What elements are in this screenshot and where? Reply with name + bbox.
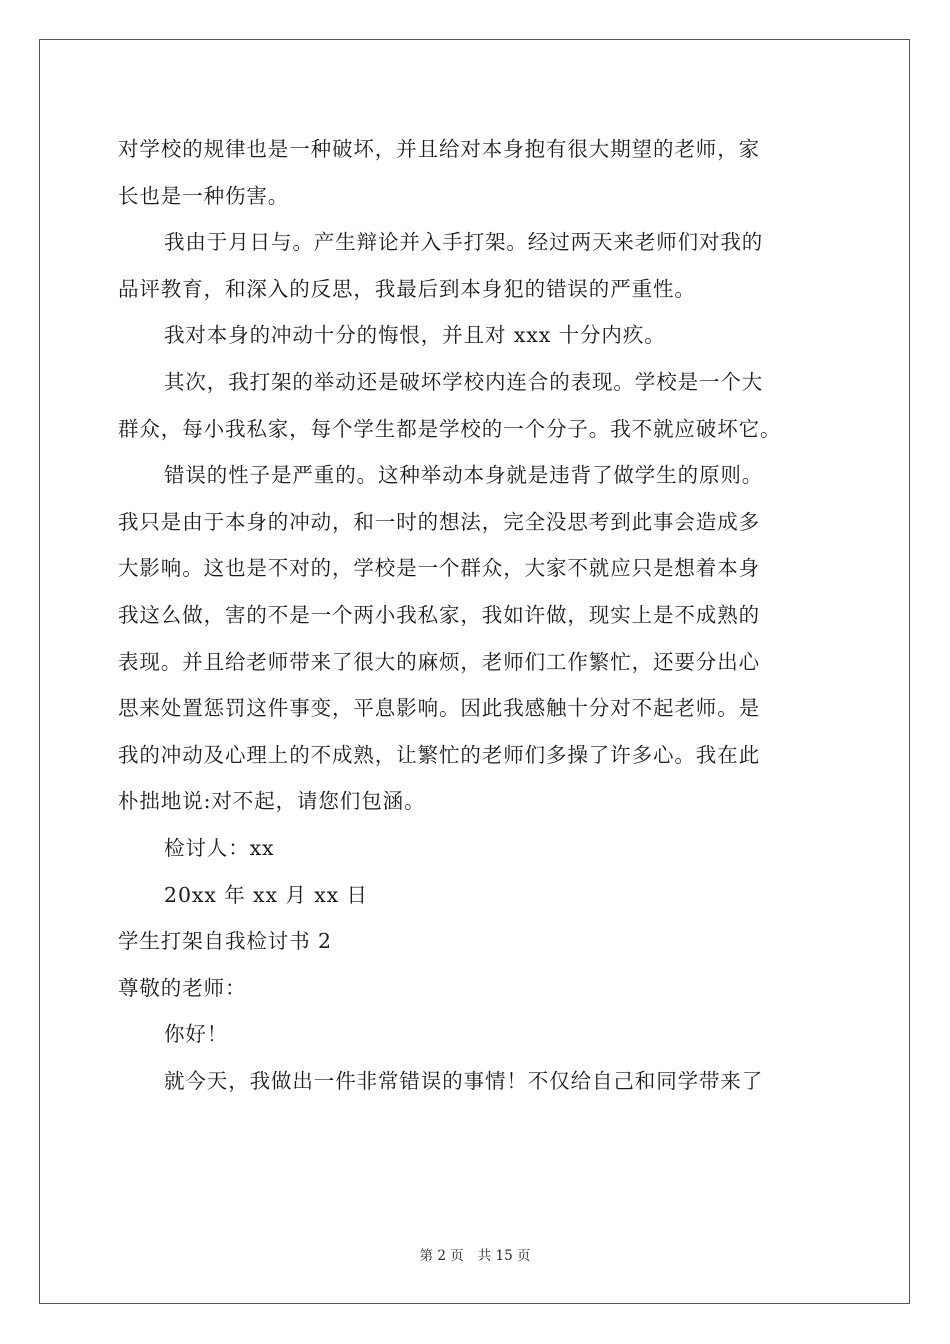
text-line: 长也是一种伤害。 <box>118 183 290 208</box>
text-line: 尊敬的老师： <box>118 975 247 1000</box>
text-line: 我这么做，害的不是一个两小我私家，我如许做，现实上是不成熟的 <box>118 602 760 627</box>
text-line: 就今天，我做出一件非常错误的事情！不仅给自己和同学带来了 <box>164 1068 764 1093</box>
text-line: 其次，我打架的举动还是破坏学校内连合的表现。学校是一个大 <box>164 369 764 394</box>
text-line: 对学校的规律也是一种破坏，并且给对本身抱有很大期望的老师，家 <box>118 137 760 161</box>
text-line: 我由于月日与。产生辩论并入手打架。经过两天来老师们对我的 <box>164 230 764 255</box>
text-line: 20xx 年 xx 月 xx 日 <box>164 882 368 907</box>
page-number: 第 2 页 <box>419 1248 464 1264</box>
text-line: 我只是由于本身的冲动，和一时的想法，完全没思考到此事会造成多 <box>118 509 760 534</box>
text-line: 你好！ <box>164 1022 229 1047</box>
text-line: 学生打架自我检讨书 2 <box>118 929 332 954</box>
text-line: 思来处置惩罚这件事变，平息影响。因此我感触十分对不起老师。是 <box>118 696 760 721</box>
text-line: 朴拙地说:对不起，请您们包涵。 <box>118 789 426 814</box>
text-line: 检讨人：xx <box>164 835 275 860</box>
page-footer <box>0 1244 950 1264</box>
text-line: 我的冲动及心理上的不成熟，让繁忙的老师们多操了许多心。我在此 <box>118 742 760 767</box>
text-line: 表现。并且给老师带来了很大的麻烦，老师们工作繁忙，还要分出心 <box>118 649 760 674</box>
text-line: 大影响。这也是不对的，学校是一个群众，大家不就应只是想着本身 <box>118 556 760 581</box>
text-line: 我对本身的冲动十分的悔恨，并且对 xxx 十分内疚。 <box>164 323 666 348</box>
text-line: 群众，每小我私家，每个学生都是学校的一个分子。我不就应破坏它。 <box>118 416 782 441</box>
document-body <box>118 126 848 1104</box>
text-line: 品评教育，和深入的反思，我最后到本身犯的错误的严重性。 <box>118 276 696 301</box>
page-total: 共 15 页 <box>477 1248 531 1264</box>
text-line: 错误的性子是严重的。这种举动本身就是违背了做学生的原则。 <box>164 463 764 488</box>
